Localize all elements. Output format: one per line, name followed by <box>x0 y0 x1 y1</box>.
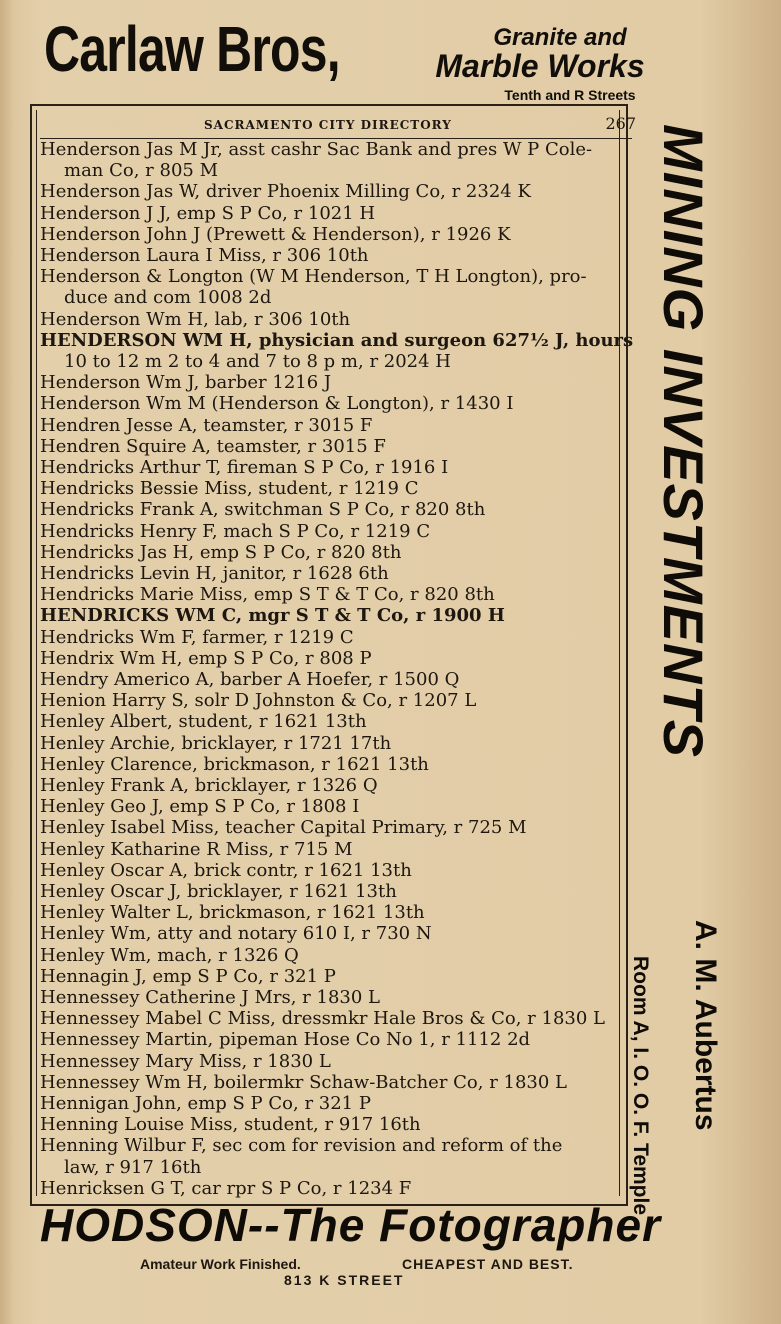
directory-entry: Henley Wm, mach, r 1326 Q <box>40 945 299 966</box>
directory-entry: Henley Katharine R Miss, r 715 M <box>40 839 353 860</box>
directory-entry: Hendricks Henry F, mach S P Co, r 1219 C <box>40 521 431 542</box>
aubertus-room: Room A, I. O. O. F. Temple <box>629 956 652 1216</box>
directory-entry: Henley Geo J, emp S P Co, r 1808 I <box>40 797 360 818</box>
directory-entry: Hennigan John, emp S P Co, r 321 P <box>40 1094 371 1114</box>
directory-entry: Hennessey Mary Miss, r 1830 L <box>40 1051 331 1072</box>
directory-entry: Hendricks Bessie Miss, student, r 1219 C <box>40 479 419 500</box>
carlaw-address: Tenth and R Streets <box>504 87 636 103</box>
directory-entry: Henley Oscar J, bricklayer, r 1621 13th <box>40 882 397 902</box>
directory-entry: Hendricks Arthur T, fireman S P Co, r 1916 I <box>40 458 449 478</box>
directory-entry: Henderson J J, emp S P Co, r 1021 H <box>40 203 376 224</box>
cheapest-line: CHEAPEST AND BEST. <box>402 1256 574 1272</box>
running-header <box>40 116 636 138</box>
directory-entry: Henion Harry S, solr D Johnston & Co, r 1207 L <box>40 691 477 712</box>
directory-entry: Henning Louise Miss, student, r 917 16th <box>40 1115 421 1136</box>
hodson-advertisement <box>40 1198 680 1308</box>
directory-entry: Henley Walter L, brickmason, r 1621 13th <box>40 903 425 924</box>
directory-entry: Hendren Jesse A, teamster, r 3015 F <box>40 415 373 436</box>
directory-entry: Hendricks Jas H, emp S P Co, r 820 8th <box>40 542 402 563</box>
directory-entry: Henderson & Longton (W M Henderson, T H Longton), pro- <box>40 267 587 288</box>
aubertus-name: A. M. Aubertus <box>689 920 722 1131</box>
page-number: 267 <box>605 114 636 133</box>
directory-entry: Henley Clarence, brickmason, r 1621 13th <box>40 754 429 775</box>
directory-entry: Hendricks Wm F, farmer, r 1219 C <box>40 627 354 648</box>
directory-entry: HENDRICKS WM C, mgr S T & T Co, r 1900 H <box>40 606 505 627</box>
directory-entry: Hendry Americo A, barber A Hoefer, r 1500 Q <box>40 670 460 690</box>
carlaw-bros-advertisement <box>40 12 700 107</box>
directory-entry: Henderson Laura I Miss, r 306 10th <box>40 246 369 266</box>
directory-entry: Henley Frank A, bricklayer, r 1326 Q <box>40 776 378 796</box>
directory-entry: HENDERSON WM H, physician and surgeon 627½ J, hours <box>40 330 634 351</box>
directory-entry: Henley Albert, student, r 1621 13th <box>40 712 367 733</box>
directory-entry: Henley Oscar A, brick contr, r 1621 13th <box>40 860 412 881</box>
amateur-work-line: Amateur Work Finished. <box>140 1256 301 1272</box>
directory-entry: Hendricks Frank A, switchman S P Co, r 820 8th <box>40 500 486 521</box>
directory-entry: Henning Wilbur F, sec com for revision and reform of the <box>40 1136 563 1157</box>
directory-entry: Hendricks Marie Miss, emp S T & T Co, r 820 8th <box>40 585 495 606</box>
directory-entries <box>40 140 634 1198</box>
entry-continuation: law, r 917 16th <box>64 1157 202 1178</box>
entry-continuation: man Co, r 805 M <box>64 161 219 182</box>
directory-entry: Henderson Jas M Jr, asst cashr Sac Bank and pres W P Cole- <box>40 140 593 160</box>
directory-entry: Henderson Wm M (Henderson & Longton), r 1430 I <box>40 394 514 415</box>
directory-entry: Henderson Wm J, barber 1216 J <box>40 373 332 394</box>
directory-entry: Hendrix Wm H, emp S P Co, r 808 P <box>40 648 372 669</box>
hodson-headline: HODSON--The Fotographer <box>40 1199 661 1251</box>
directory-entry: Henderson John J (Prewett & Henderson), r 1926 K <box>40 224 511 245</box>
directory-entry: Hendricks Levin H, janitor, r 1628 6th <box>40 564 389 584</box>
hodson-address: 813 K STREET <box>284 1272 405 1288</box>
directory-entry: Hendren Squire A, teamster, r 3015 F <box>40 436 386 457</box>
directory-entry: Henley Wm, atty and notary 610 I, r 730 N <box>40 924 432 945</box>
directory-entry: Hennessey Wm H, boilermkr Schaw-Batcher Co, r 1830 L <box>40 1072 568 1093</box>
directory-entry: Henley Isabel Miss, teacher Capital Primary, r 725 M <box>40 818 527 839</box>
header-rule <box>40 138 632 139</box>
directory-entry: Henley Archie, bricklayer, r 1721 17th <box>40 733 392 754</box>
entry-continuation: duce and com 1008 2d <box>64 288 272 309</box>
directory-entry: Hennessey Mabel C Miss, dressmkr Hale Bros & Co, r 1830 L <box>40 1009 605 1030</box>
directory-entry: Henderson Jas W, driver Phoenix Milling Co, r 2324 K <box>40 182 531 203</box>
directory-entry: Hennagin J, emp S P Co, r 321 P <box>40 966 336 987</box>
marble-works-line: Marble Works <box>435 48 645 84</box>
directory-entry: Henricksen G T, car rpr S P Co, r 1234 F <box>40 1178 412 1199</box>
directory-entry: Henderson Wm H, lab, r 306 10th <box>40 309 351 330</box>
mining-investments-ad <box>652 124 716 934</box>
directory-entry: Hennessey Catherine J Mrs, r 1830 L <box>40 988 380 1008</box>
carlaw-bros-name: Carlaw Bros, <box>44 13 340 85</box>
granite-line: Granite and <box>493 24 627 51</box>
directory-entry: Hennessey Martin, pipeman Hose Co No 1, r 1112 2d <box>40 1030 531 1051</box>
granite-marble-text <box>380 26 700 102</box>
entry-continuation: 10 to 12 m 2 to 4 and 7 to 8 p m, r 2024 H <box>64 352 451 372</box>
mining-investments-headline: MINING INVESTMENTS <box>652 124 715 759</box>
directory-title: SACRAMENTO CITY DIRECTORY <box>204 118 452 132</box>
